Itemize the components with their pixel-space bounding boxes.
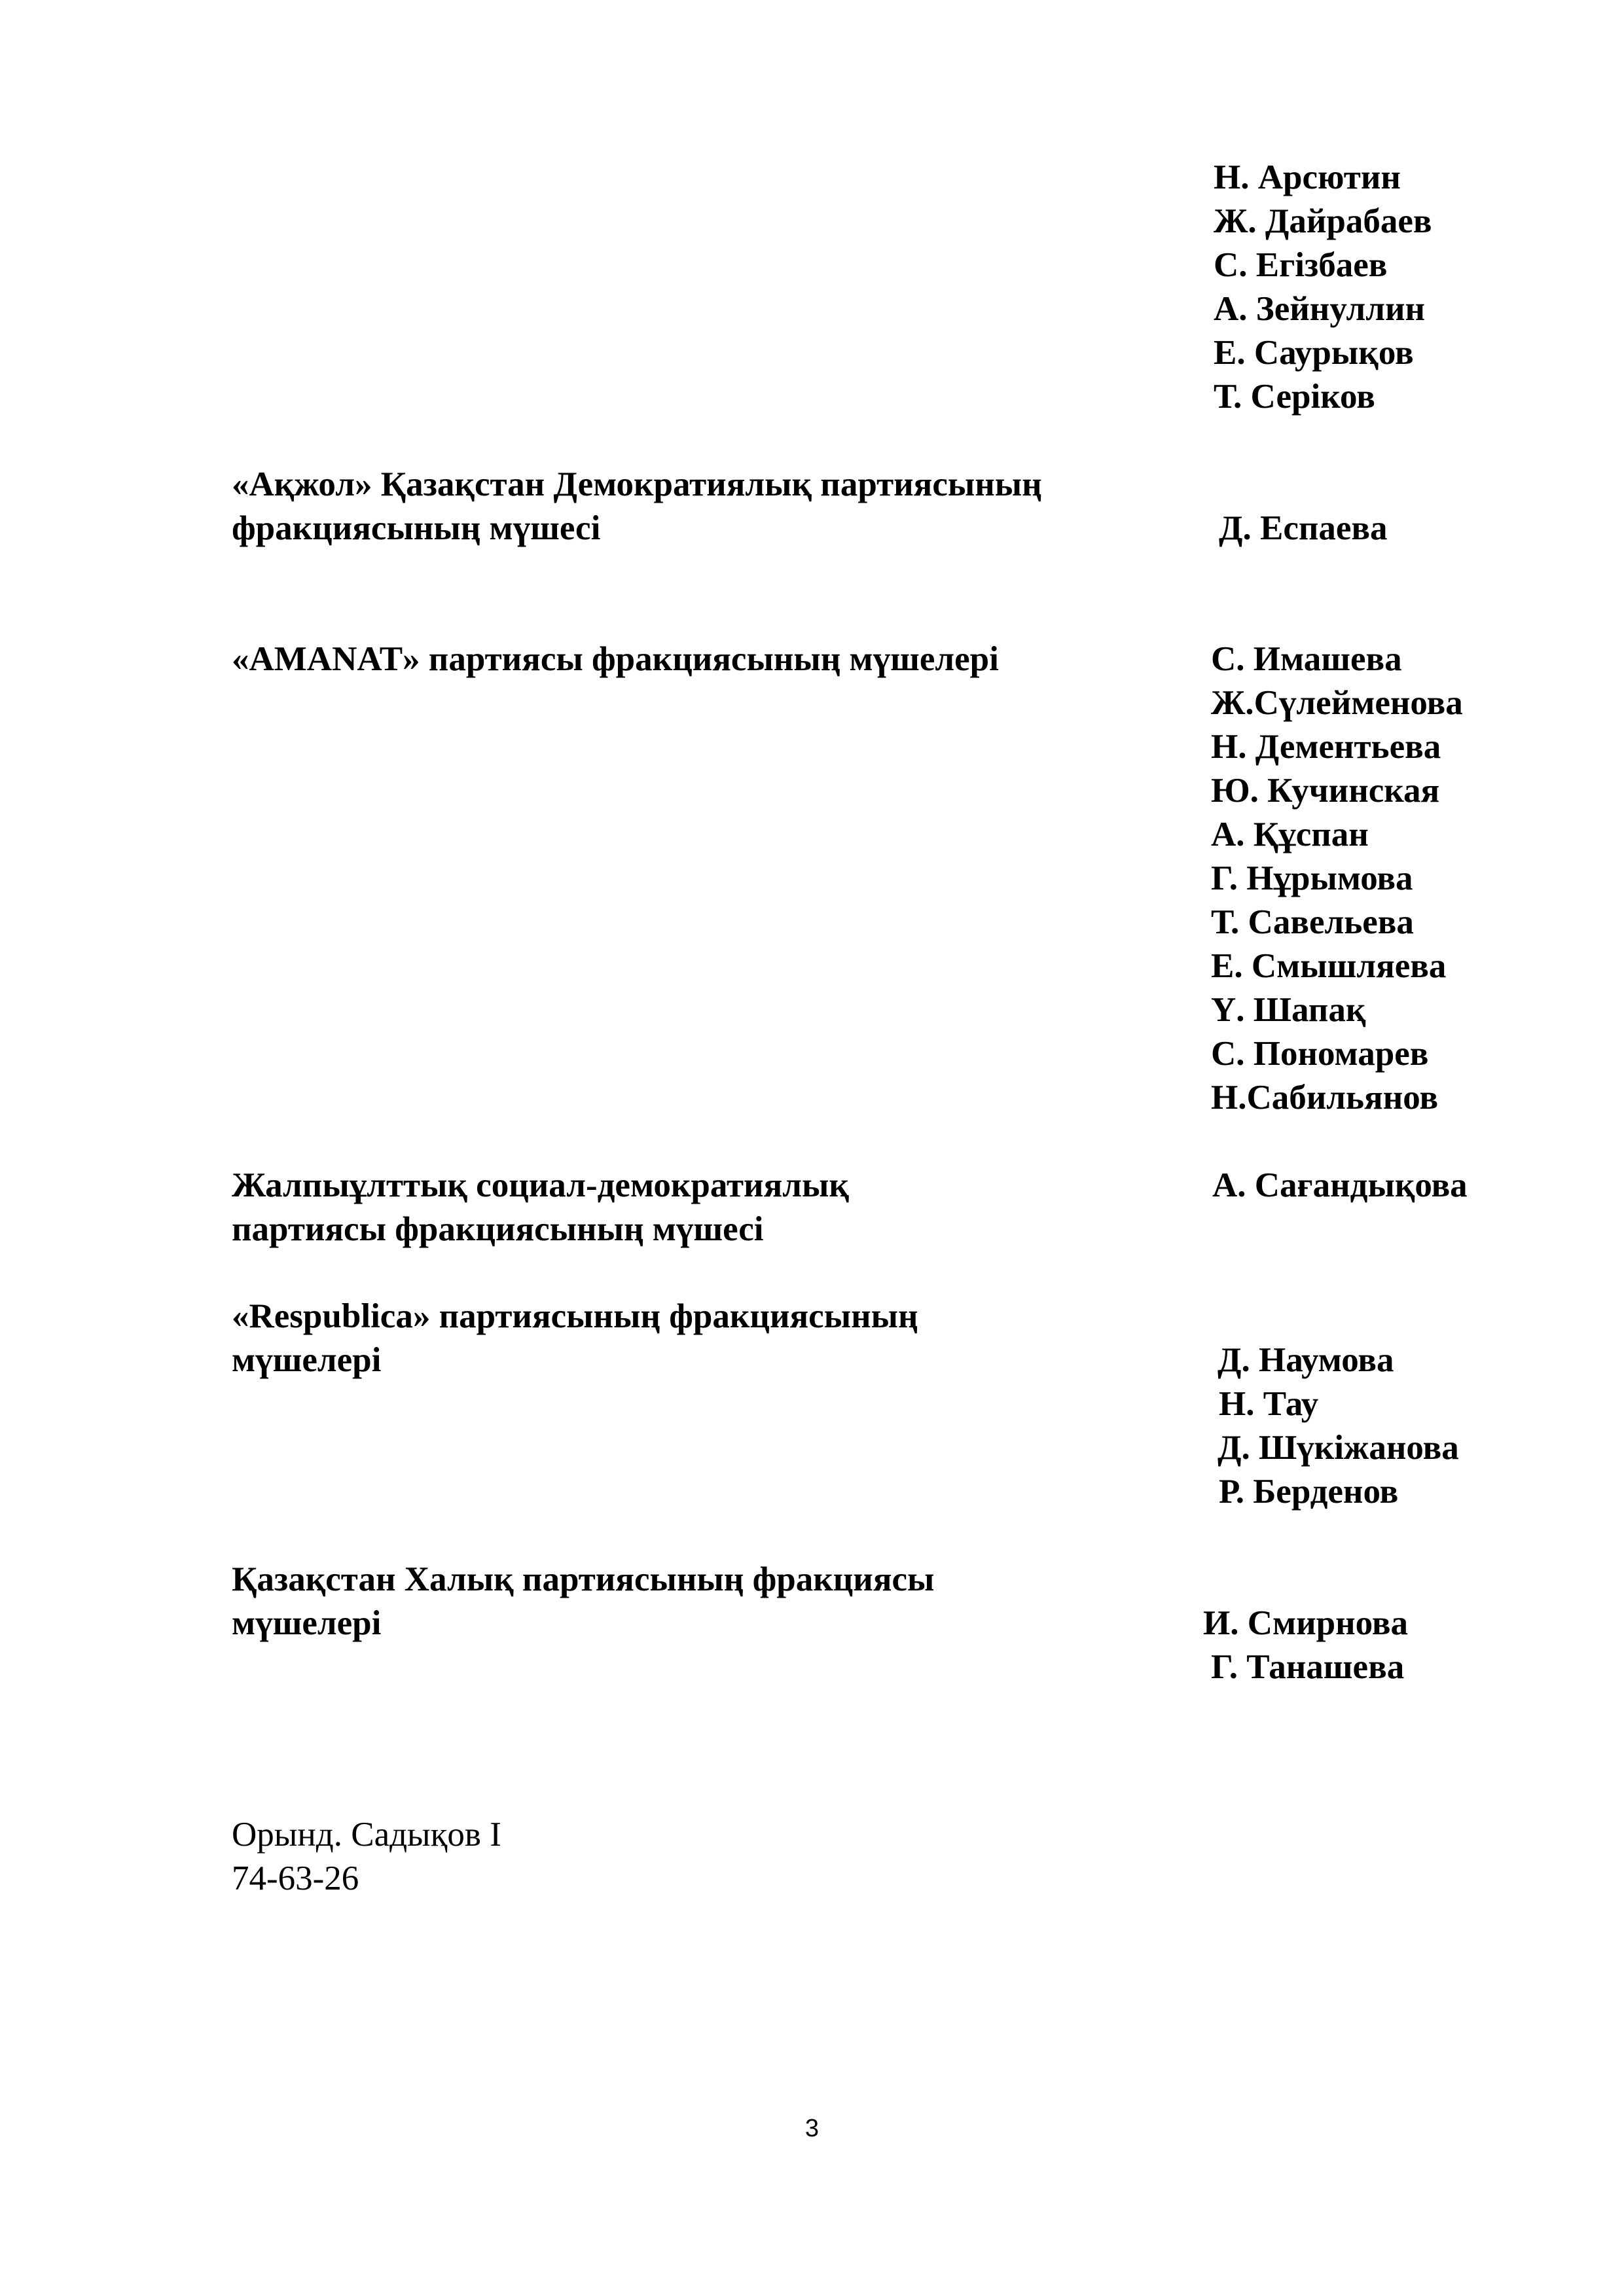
member-name: Ж. Дайрабаев [1214, 202, 1432, 240]
member-name: С. Пономарев [1211, 1035, 1429, 1073]
executor-phone: 74-63-26 [232, 1859, 359, 1897]
member-name: С. Имашева [1211, 640, 1402, 678]
member-name: А. Сағандықова [1212, 1166, 1468, 1204]
member-name: Ү. Шапақ [1211, 991, 1366, 1029]
member-name: Ю. Кучинская [1211, 772, 1440, 810]
faction-title-line: «Ақжол» Қазақстан Демократиялық партиясының [232, 465, 1042, 503]
faction-title-line: Қазақстан Халық партиясының фракциясы [232, 1560, 935, 1598]
member-name: Н.Сабильянов [1211, 1079, 1439, 1117]
halyk-faction-label [232, 1558, 1148, 1645]
member-name: И. Смирнова [1203, 1604, 1408, 1642]
member-name: Г. Нұрымова [1211, 859, 1413, 897]
member-name: Т. Серіков [1214, 378, 1375, 416]
member-name: Д. Наумова [1218, 1341, 1394, 1379]
faction-title-line: фракциясының мүшесі [232, 509, 601, 547]
member-name: Д. Еспаева [1219, 509, 1388, 547]
member-name: Р. Берденов [1219, 1473, 1399, 1511]
faction-title-line: мүшелері [232, 1604, 382, 1642]
amanat-faction-label [232, 637, 1148, 681]
member-name: А. Құспан [1211, 816, 1369, 853]
member-name: Н. Арсютин [1214, 158, 1401, 196]
zhsdp-faction-label [232, 1164, 1148, 1251]
member-name: С. Егізбаев [1214, 246, 1388, 284]
respublica-faction-label [232, 1295, 1148, 1382]
member-name: Н. Тау [1219, 1385, 1319, 1423]
faction-title-line: «AMANAT» партиясы фракциясының мүшелері [232, 640, 999, 678]
member-name: Н. Дементьева [1211, 728, 1441, 766]
member-name: Т. Савельева [1211, 903, 1414, 941]
faction-title-line: мүшелері [232, 1341, 382, 1379]
executor-name: Орынд. Садықов І [232, 1816, 501, 1854]
member-name: А. Зейнуллин [1214, 290, 1426, 328]
faction-title-line: партиясы фракциясының мүшесі [232, 1210, 764, 1248]
page-number: 3 [804, 2115, 820, 2142]
faction-title-line: «Respublica» партиясының фракциясының [232, 1297, 918, 1335]
member-name: Е. Смышляева [1211, 947, 1447, 985]
member-name: Г. Танашева [1211, 1648, 1405, 1686]
member-name: Д. Шүкіжанова [1218, 1429, 1459, 1467]
member-name: Е. Саурықов [1214, 334, 1414, 372]
faction-title-line: Жалпыұлттық социал-демократиялық [232, 1166, 849, 1204]
akzhol-faction-label [232, 463, 1148, 550]
member-name: Ж.Сүлейменова [1211, 684, 1463, 722]
